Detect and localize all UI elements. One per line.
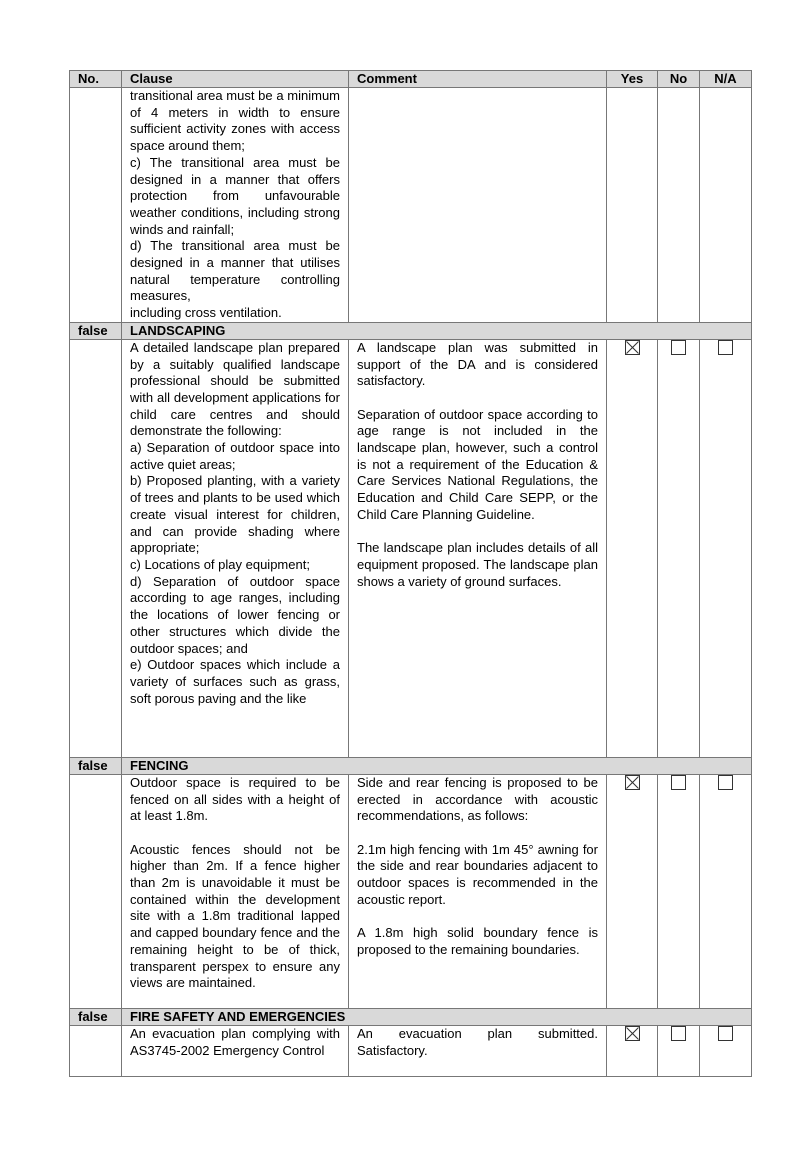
section-number: false (70, 1008, 122, 1025)
section-header-row (70, 757, 752, 774)
clause-cell (122, 339, 349, 757)
header-comment: Comment (349, 71, 607, 88)
row-number-cell (70, 1025, 122, 1076)
section-title: FENCING (122, 757, 752, 774)
table-row (70, 1025, 752, 1076)
section-header-row (70, 322, 752, 339)
comment-cell (349, 339, 607, 757)
yes-cell (607, 1025, 658, 1076)
header-clause: Clause (122, 71, 349, 88)
no-checkbox (671, 340, 686, 355)
table-row (70, 774, 752, 1008)
na-checkbox (718, 340, 733, 355)
yes-cell (607, 88, 658, 323)
clause-text: transitional area must be a minimum of 4 meters in width to ensure sufficient activity zones with access space around them; c) The transitional area must be designed in a manner that offers protection from unfavourable weather conditions, including strong winds and rainfall; d) The transitional area must be designed in a manner that utilises natural temperature controlling measures, including cross ventilation. (130, 88, 340, 321)
header-na: N/A (700, 71, 752, 88)
row-number-cell (70, 774, 122, 1008)
header-no-col: No (658, 71, 700, 88)
table-row (70, 88, 752, 323)
yes-cell (607, 339, 658, 757)
section-number: false (70, 322, 122, 339)
row-number-cell (70, 339, 122, 757)
row-number-cell (70, 88, 122, 323)
clause-text: Outdoor space is required to be fenced on all sides with a height of at least 1.8m. Acoustic fences should not be higher than 2m. If a fence higher than 2m is unavoidable it must be contained within the development site with a 1.8m traditional lapped and capped boundary fence and the remaining height to be of thick, transparent perspex to ensure any views are maintained. (130, 774, 340, 991)
no-cell (658, 774, 700, 1008)
yes-checkbox (625, 340, 640, 355)
comment-cell (349, 88, 607, 323)
comment-cell (349, 1025, 607, 1076)
na-cell (700, 774, 752, 1008)
clause-text: A detailed landscape plan prepared by a suitably qualified landscape professional should be submitted with all development applications for child care centres and should demonstrate the following: a) Separation of outdoor space into active quiet areas; b) Proposed planting, with a variety of trees and plants to be used which create visual interest for children, and can provide shading where appropriate; c) Locations of play equipment; d) Separation of outdoor space according to age ranges, including the locations of lower fencing or other structures which divide the outdoor spaces; and e) Outdoor spaces which include a variety of surfaces such as grass, soft porous paving and the like (130, 339, 340, 706)
header-no: No. (70, 71, 122, 88)
no-cell (658, 88, 700, 323)
comment-text: An evacuation plan submitted. Satisfactory. (357, 1025, 602, 1058)
yes-checkbox (625, 1026, 640, 1041)
table-row (70, 339, 752, 757)
section-header-row (70, 1008, 752, 1025)
yes-checkbox (625, 775, 640, 790)
comment-text: A landscape plan was submitted in support of the DA and is considered satisfactory. Separation of outdoor space according to age range is not included in the landscape plan, however, such a control is not a requirement of the Education & Care Services National Regulations, the Education and Child Care SEPP, or the Child Care Planning Guideline. The landscape plan includes details of all equipment proposed. The landscape plan shows a variety of ground surfaces. (357, 339, 598, 589)
clause-cell (122, 1025, 349, 1076)
yes-cell (607, 774, 658, 1008)
header-yes: Yes (607, 71, 658, 88)
na-cell (700, 1025, 752, 1076)
no-cell (658, 339, 700, 757)
na-checkbox (718, 775, 733, 790)
no-checkbox (671, 1026, 686, 1041)
clause-text: An evacuation plan complying with AS3745-2002 Emergency Control (130, 1025, 343, 1058)
no-checkbox (671, 775, 686, 790)
section-title: FIRE SAFETY AND EMERGENCIES (122, 1008, 752, 1025)
section-title: LANDSCAPING (122, 322, 752, 339)
no-cell (658, 1025, 700, 1076)
na-cell (700, 88, 752, 323)
clause-cell (122, 774, 349, 1008)
na-checkbox (718, 1026, 733, 1041)
na-cell (700, 339, 752, 757)
clause-cell (122, 88, 349, 323)
section-number: false (70, 757, 122, 774)
table-header-row (70, 71, 752, 88)
comment-cell (349, 774, 607, 1008)
comment-text: Side and rear fencing is proposed to be erected in accordance with acoustic recommendations, as follows: 2.1m high fencing with 1m 45° awning for the side and rear boundaries adjacent to outdoor spaces is recommended in the acoustic report. A 1.8m high solid boundary fence is proposed to the remaining boundaries. (357, 774, 598, 957)
compliance-table (69, 70, 752, 1077)
